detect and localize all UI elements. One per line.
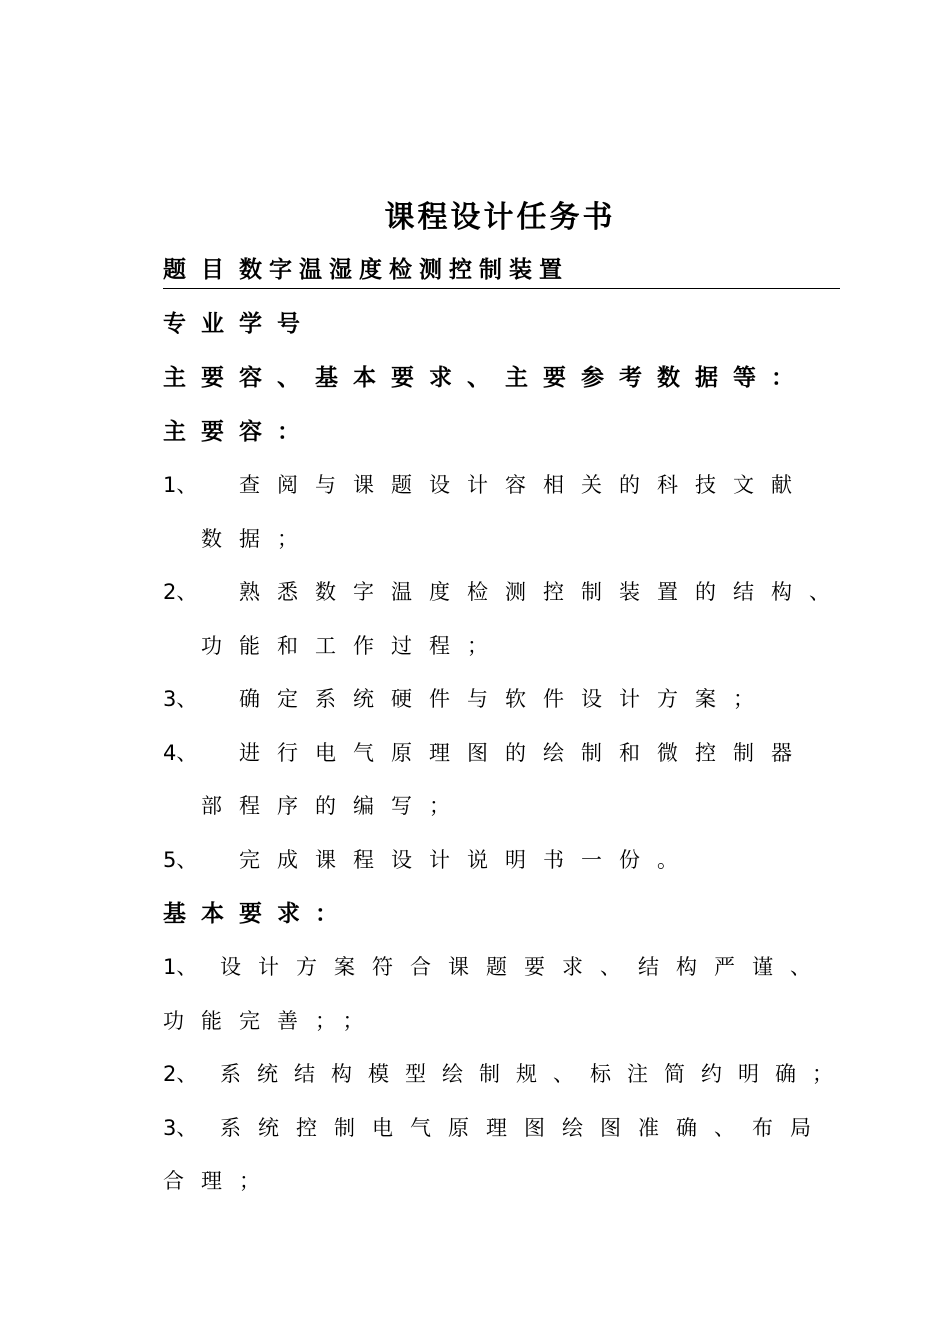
item-text: 设计方案符合课题要求、结构严谨、 (220, 955, 828, 979)
topic-row (163, 254, 840, 289)
list-item (163, 683, 771, 715)
item-number: 2、 (163, 1062, 198, 1086)
item-text: 系统控制电气原理图绘图准确、布局 (220, 1116, 828, 1140)
list-item-continuation: 功能完善；； (163, 1009, 381, 1033)
list-item-continuation: 功能和工作过程； (201, 634, 505, 658)
list-item (163, 576, 847, 608)
topic-value: 数字温湿度检测控制装置 (239, 257, 569, 283)
item-number: 2、 (163, 580, 198, 604)
item-text: 确定系统硬件与软件设计方案； (239, 687, 771, 711)
item-number: 1、 (163, 955, 198, 979)
list-item (163, 737, 809, 769)
main-content-heading: 主要容： (163, 419, 315, 445)
list-item-continuation: 数据； (201, 527, 315, 551)
item-text: 完成课程设计说明书一份。 (239, 848, 695, 872)
list-item-continuation: 部程序的编写； (201, 794, 467, 818)
item-number: 5、 (163, 848, 198, 872)
content-heading: 主要容、基本要求、主要参考数据等： (163, 365, 809, 391)
topic-label: 题目 (163, 257, 239, 283)
list-item (163, 844, 695, 876)
document-title: 课程设计任务书 (384, 200, 616, 235)
item-number: 4、 (163, 741, 198, 765)
list-item (163, 1058, 849, 1090)
item-number: 3、 (163, 687, 198, 711)
item-number: 1、 (163, 473, 198, 497)
major-id-label: 专业学号 (163, 311, 315, 337)
item-text: 进行电气原理图的绘制和微控制器 (239, 741, 809, 765)
list-item (163, 469, 809, 501)
item-text: 查阅与课题设计容相关的科技文献 (239, 473, 809, 497)
list-item (163, 1112, 828, 1144)
item-text: 熟悉数字温度检测控制装置的结构、 (239, 580, 847, 604)
list-item-continuation: 合理； (163, 1169, 277, 1193)
item-number: 3、 (163, 1116, 198, 1140)
list-item (163, 951, 828, 983)
basic-requirements-heading: 基本要求： (163, 901, 353, 927)
item-text: 系统结构模型绘制规、标注简约明确； (220, 1062, 849, 1086)
